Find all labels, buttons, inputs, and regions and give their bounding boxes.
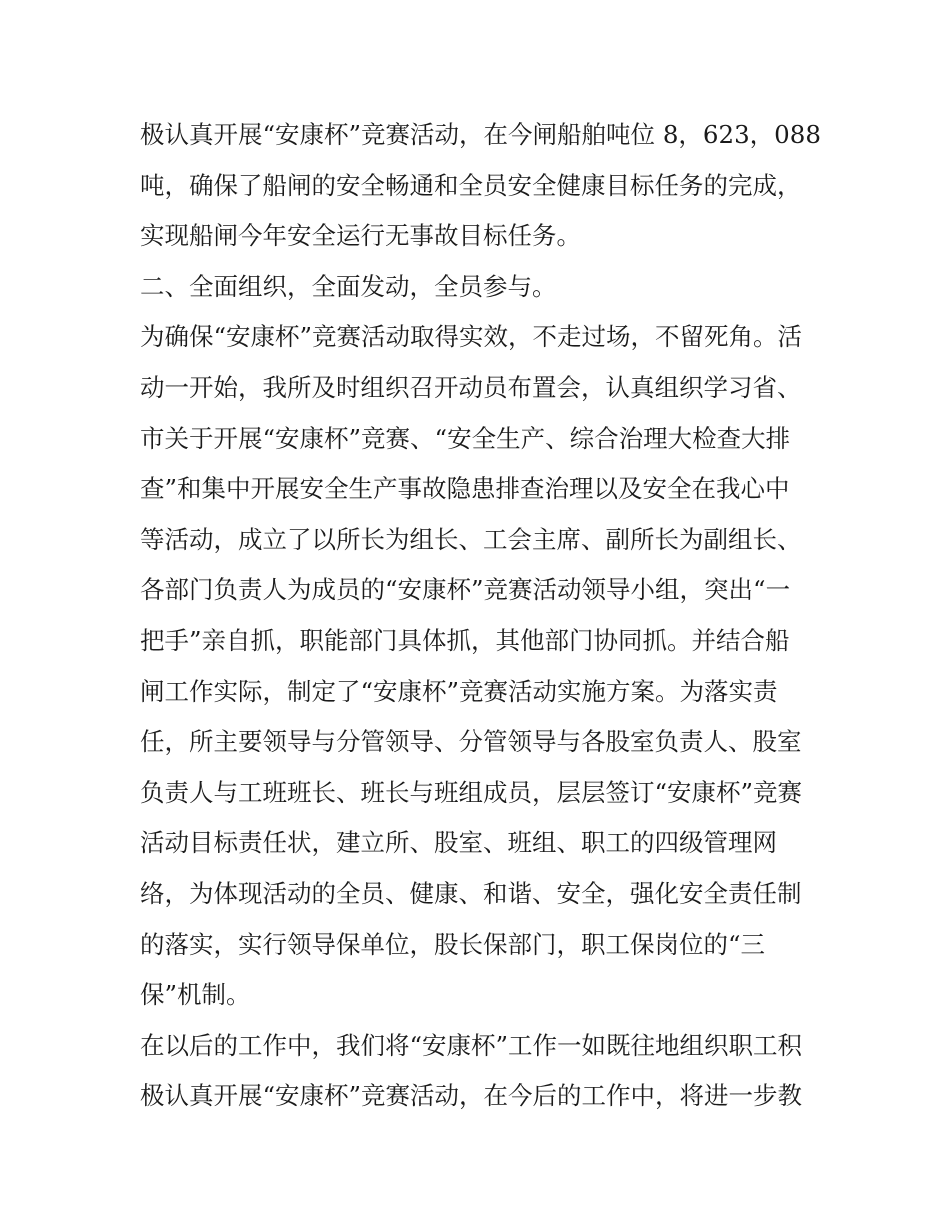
text-line: 吨，确保了船闸的安全畅通和全员安全健康目标任务的完成， <box>140 170 802 200</box>
text-line: 的落实，实行领导保单位，股长保部门，职工保岗位的“三 <box>140 929 766 959</box>
text-line: 络，为体现活动的全员、健康、和谐、安全，强化安全责任制 <box>140 878 802 908</box>
text-line: 负责人与工班班长、班长与班组成员，层层签订“安康杯”竞赛 <box>140 777 803 807</box>
text-line: 在以后的工作中，我们将“安康杯”工作一如既往地组织职工积 <box>140 1030 803 1060</box>
text-line: 实现船闸今年安全运行无事故目标任务。 <box>140 221 581 251</box>
text-line: 等活动，成立了以所长为组长、工会主席、副所长为副组长、 <box>140 524 802 554</box>
text-line: 极认真开展“安康杯”竞赛活动，在今后的工作中，将进一步教 <box>140 1081 803 1111</box>
text-line: 闸工作实际，制定了“安康杯”竞赛活动实施方案。为落实责 <box>140 676 778 706</box>
text-line: 任，所主要领导与分管领导、分管领导与各股室负责人、股室 <box>140 727 802 757</box>
body-text <box>140 110 820 1122</box>
text-line: 市关于开展“安康杯”竞赛、“安全生产、综合治理大检查大排 <box>140 423 791 453</box>
text-line: 保”机制。 <box>140 980 251 1010</box>
text-line: 动一开始，我所及时组织召开动员布置会，认真组织学习省、 <box>140 372 802 402</box>
text-line: 把手”亲自抓，职能部门具体抓，其他部门协同抓。并结合船 <box>140 625 790 655</box>
text-line: 活动目标责任状，建立所、股室、班组、职工的四级管理网 <box>140 828 777 858</box>
text-line: 各部门负责人为成员的“安康杯”竞赛活动领导小组，突出“一 <box>140 575 791 605</box>
text-line: 为确保“安康杯”竞赛活动取得实效，不走过场，不留死角。活 <box>140 322 803 352</box>
text-line: 查”和集中开展安全生产事故隐患排查治理以及安全在我心中 <box>140 474 790 504</box>
text-line: 极认真开展“安康杯”竞赛活动，在今闸船舶吨位 8，623，088 <box>140 120 821 149</box>
section-heading: 二、全面组织，全面发动，全员参与。 <box>140 271 557 301</box>
